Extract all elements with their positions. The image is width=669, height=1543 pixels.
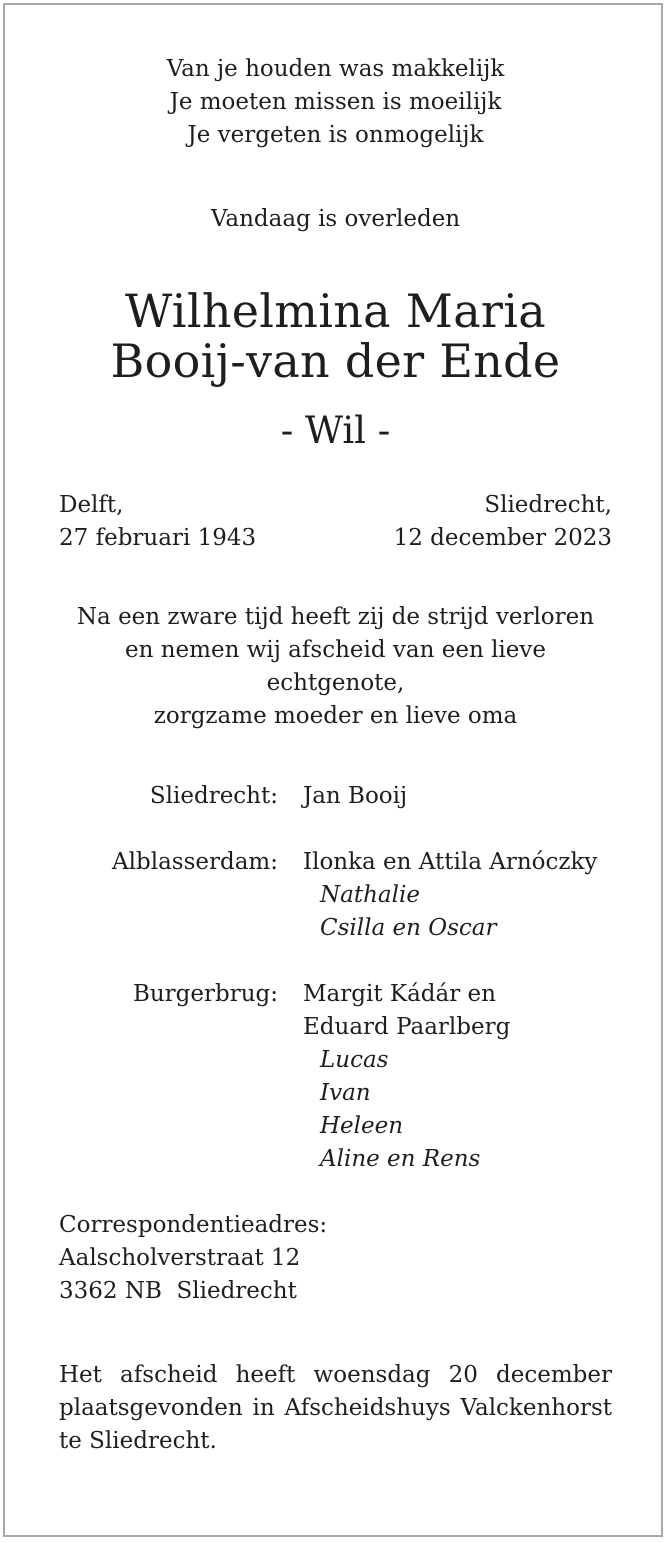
family-place: Sliedrecht: xyxy=(149,783,278,809)
message-line: Na een zware tijd heeft zij de strijd verloren xyxy=(76,604,595,630)
address-city: 3362 NB Sliedrecht xyxy=(59,1278,297,1304)
birth-date: 27 februari 1943 xyxy=(59,525,257,551)
family-members xyxy=(303,780,407,813)
family-list xyxy=(59,780,612,1176)
family-member: Eduard Paarlberg xyxy=(303,1014,511,1040)
address-street: Aalscholverstraat 12 xyxy=(59,1245,301,1271)
family-members xyxy=(303,978,510,1176)
family-member: Margit Kádár en xyxy=(303,981,496,1007)
grandchild: Lucas xyxy=(320,1047,389,1073)
farewell-line: Het afscheid heeft woensdag 20 december xyxy=(59,1362,612,1388)
family-member: Ilonka en Attila Arnóczky xyxy=(303,849,598,875)
deceased-name xyxy=(59,286,612,386)
poem-line: Je moeten missen is moeilijk xyxy=(169,89,502,115)
nickname: - Wil - xyxy=(280,409,391,452)
address-label: Correspondentieadres: xyxy=(59,1212,328,1238)
family-group xyxy=(59,780,612,813)
death-date: 12 december 2023 xyxy=(393,525,612,551)
correspondence-address xyxy=(59,1209,612,1308)
grandchild: Csilla en Oscar xyxy=(320,915,497,941)
poem xyxy=(59,53,612,152)
death-notice xyxy=(59,53,612,1458)
grandchild: Nathalie xyxy=(320,882,420,908)
name-line-1: Wilhelmina Maria xyxy=(125,284,546,338)
poem-line: Van je houden was makkelijk xyxy=(166,56,505,82)
death-info xyxy=(394,489,612,555)
grandchild: Aline en Rens xyxy=(320,1146,481,1172)
death-place: Sliedrecht, xyxy=(484,492,612,518)
name-line-2: Booij-van der Ende xyxy=(110,334,561,388)
poem-line: Je vergeten is onmogelijk xyxy=(187,122,484,148)
message-line: zorgzame moeder en lieve oma xyxy=(153,703,518,729)
family-members xyxy=(303,846,597,945)
grandchild: Ivan xyxy=(320,1080,371,1106)
family-group xyxy=(59,978,612,1176)
family-member: Jan Booij xyxy=(303,783,408,809)
farewell-line: te Sliedrecht. xyxy=(59,1428,217,1454)
farewell-info xyxy=(59,1359,612,1458)
birth-info xyxy=(59,489,256,555)
family-place: Burgerbrug: xyxy=(132,981,278,1007)
message-line: en nemen wij afscheid van een lieve echtgenote, xyxy=(124,637,547,696)
announcement: Vandaag is overleden xyxy=(210,206,461,232)
family-place: Alblasserdam: xyxy=(112,849,278,875)
grandchild: Heleen xyxy=(320,1113,404,1139)
farewell-message xyxy=(59,601,612,733)
birth-death-info xyxy=(59,489,612,555)
birth-place: Delft, xyxy=(59,492,124,518)
family-group xyxy=(59,846,612,945)
farewell-line: plaatsgevonden in Afscheidshuys Valckenhorst xyxy=(59,1395,612,1421)
